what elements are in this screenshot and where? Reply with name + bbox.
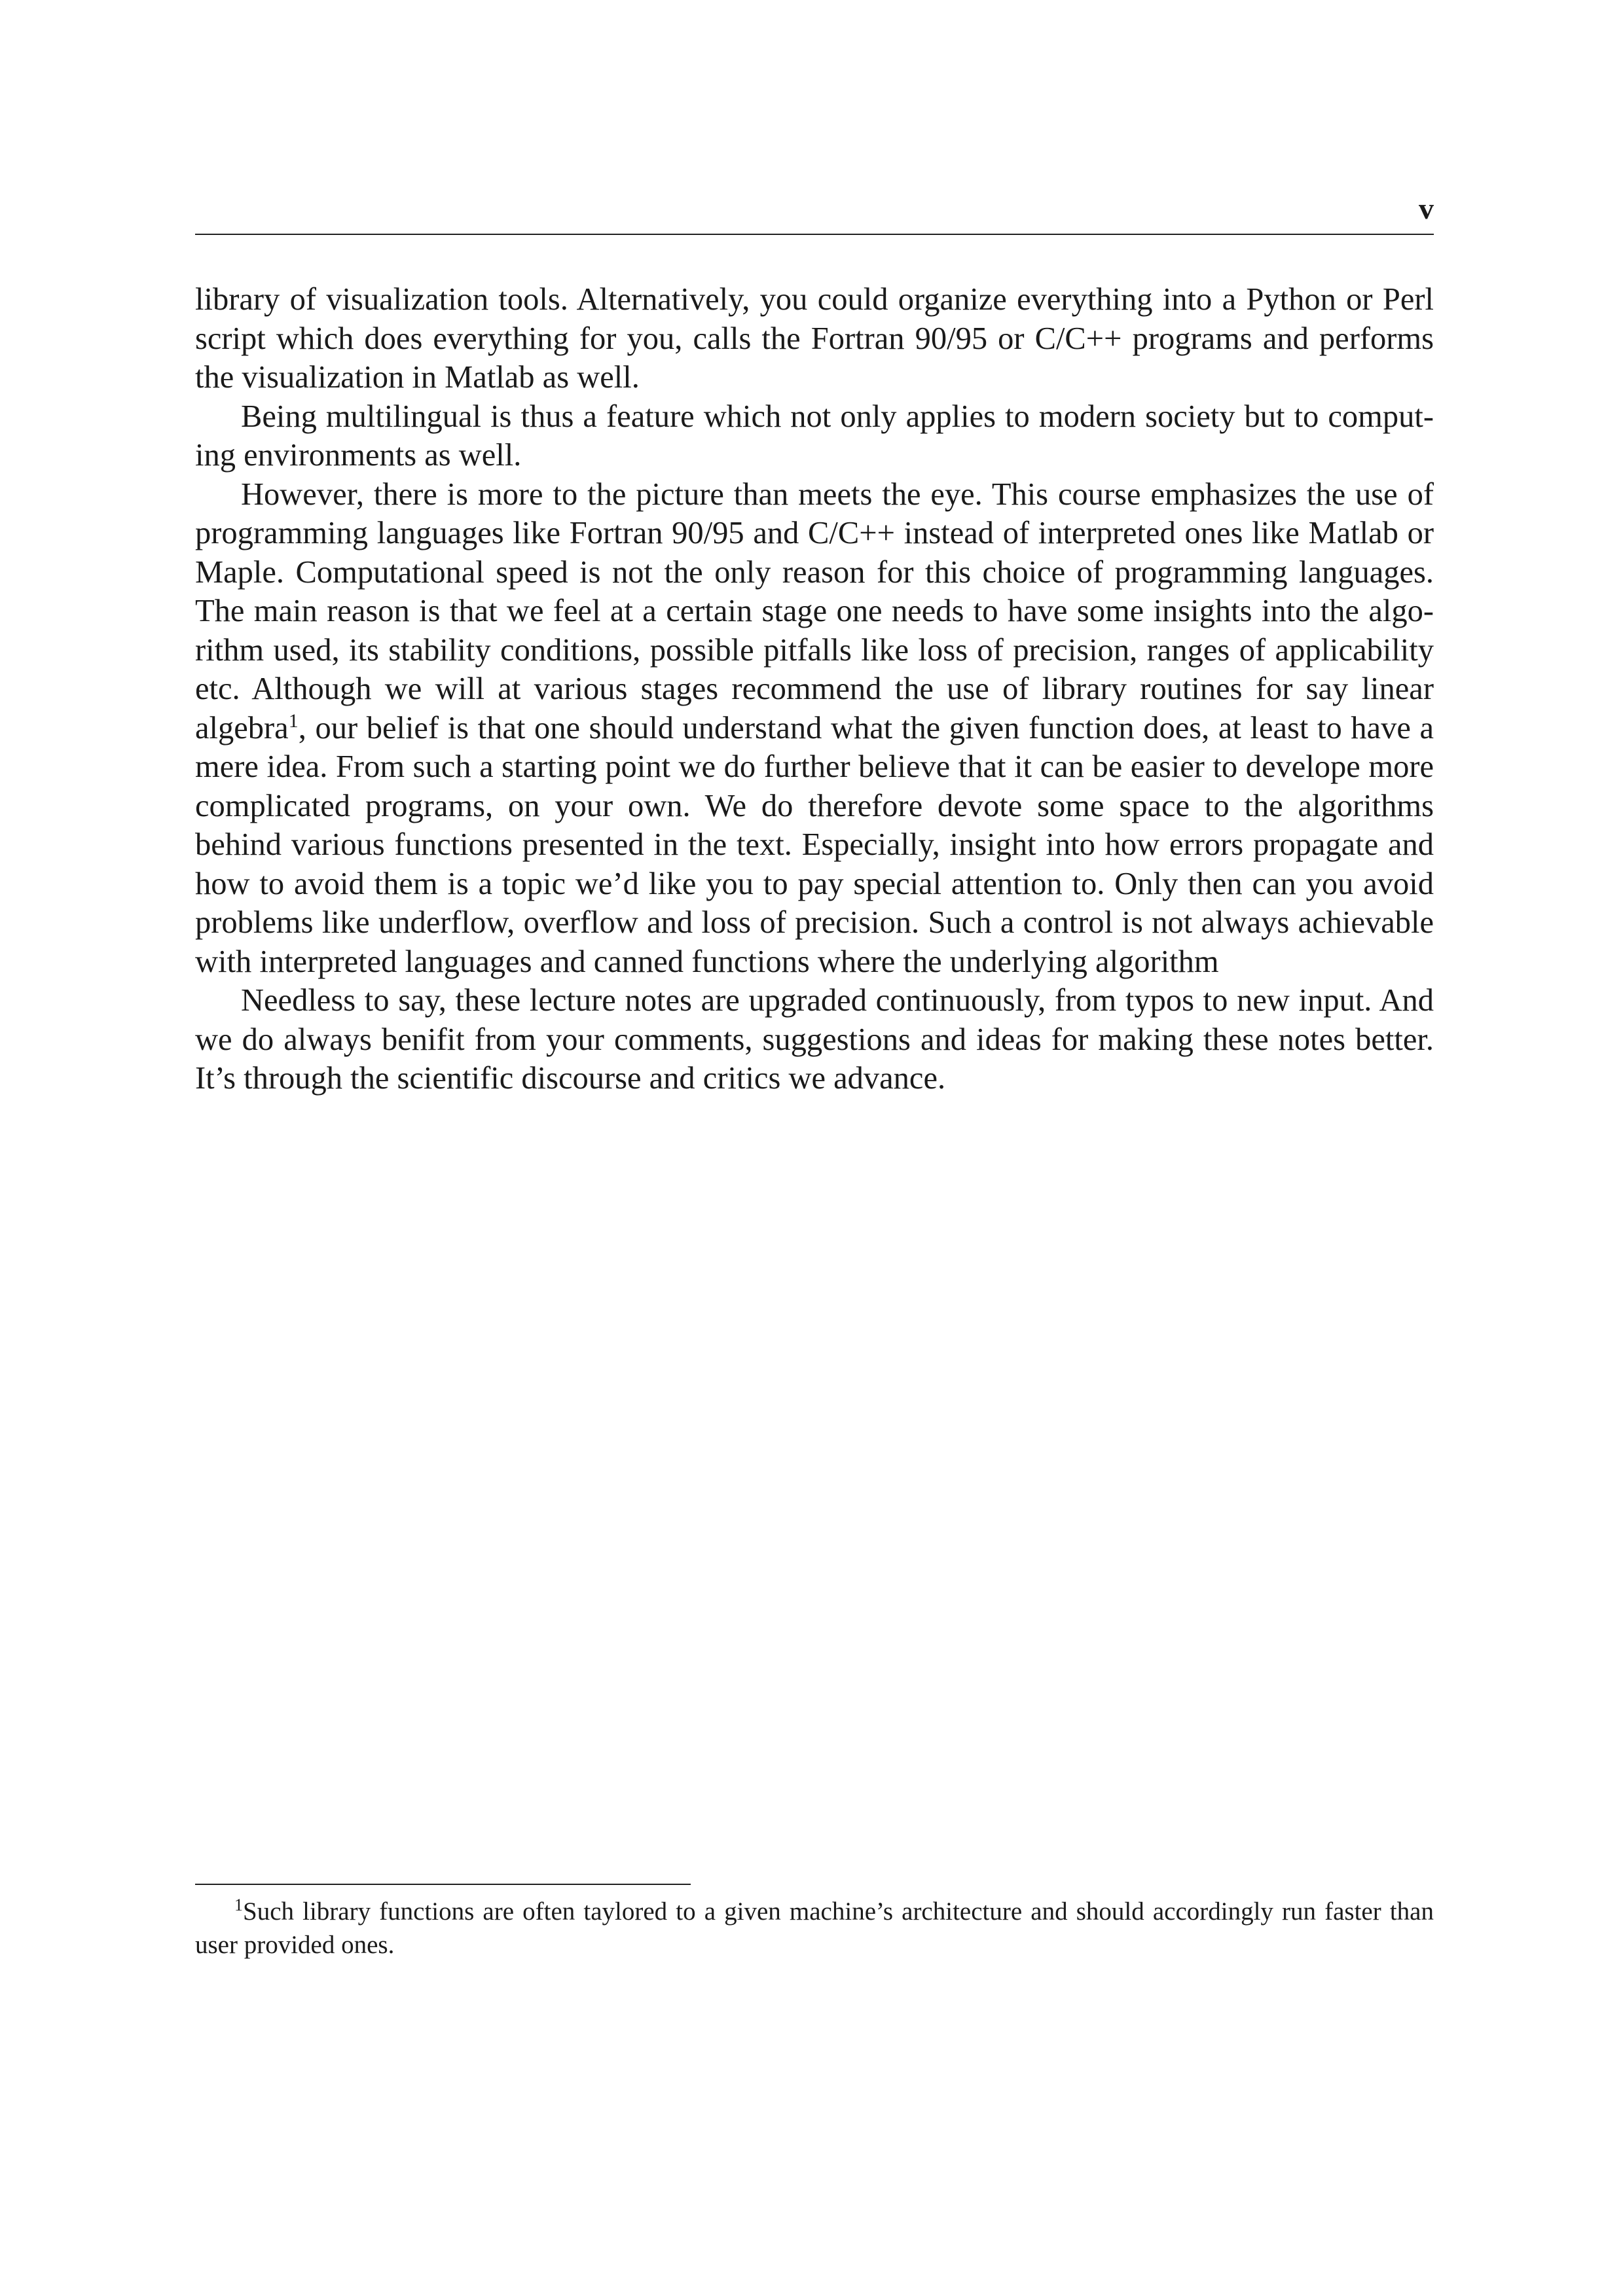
header-rule <box>195 234 1434 235</box>
footnote <box>195 1895 1434 1962</box>
paragraph-3-part-2: , our belief is that one should understand what the given function does, at least to have a mere idea. From such a starting point we do further believe that it can be easier to develope more complicated programs, on your own. We do therefore devote some space to the algorithms behind various functions presented in the text. Especially, insight into how errors propagate and how to avoid them is a topic we’d like you to pay special attention to. Only then can you avoid problems like underflow, overflow and loss of precision. Such a control is not always achievable with interpreted languages and canned functions where the underlying algorithm <box>195 710 1434 979</box>
footnote-reference: 1 <box>288 709 299 732</box>
footnote-text: Such library functions are often taylored to a given machine’s architecture and should accordingly run faster than user provided ones. <box>195 1897 1434 1959</box>
footnote-rule <box>195 1884 691 1885</box>
paragraph-4: Needless to say, these lecture notes are upgraded continuously, from typos to new input. And we do always benifit from your comments, suggestions and ideas for making these notes better. It’s through the scientific discourse and critics we advance. <box>195 983 1434 1096</box>
footnote-number: 1 <box>234 1895 243 1914</box>
paragraph-3-part-1: However, there is more to the picture than meets the eye. This course emphasizes the use of programming languages like Fortran 90/95 and C/C++ instead of interpreted ones like Matlab or Maple. Computational speed is not the only reason for this choice of programming languages. The main reason is that we feel at a certain stage one needs to have some insights into the algorithm used, its stability conditions, possible pitfalls like loss of precision, ranges of applicability etc. Although we will at various stages recommend the use of library routines for say linear algebra <box>195 476 1434 745</box>
paragraph-3 <box>195 475 1434 982</box>
paragraph-2: Being multilingual is thus a feature which not only applies to modern society but to computing environments as well. <box>195 399 1434 473</box>
page-number: v <box>1419 192 1434 225</box>
main-text <box>195 280 1434 1098</box>
paragraph-1: library of visualization tools. Alternatively, you could organize everything into a Python or Perl script which does everything for you, calls the Fortran 90/95 or C/C++ programs and performs the visualization in Matlab as well. <box>195 282 1434 395</box>
